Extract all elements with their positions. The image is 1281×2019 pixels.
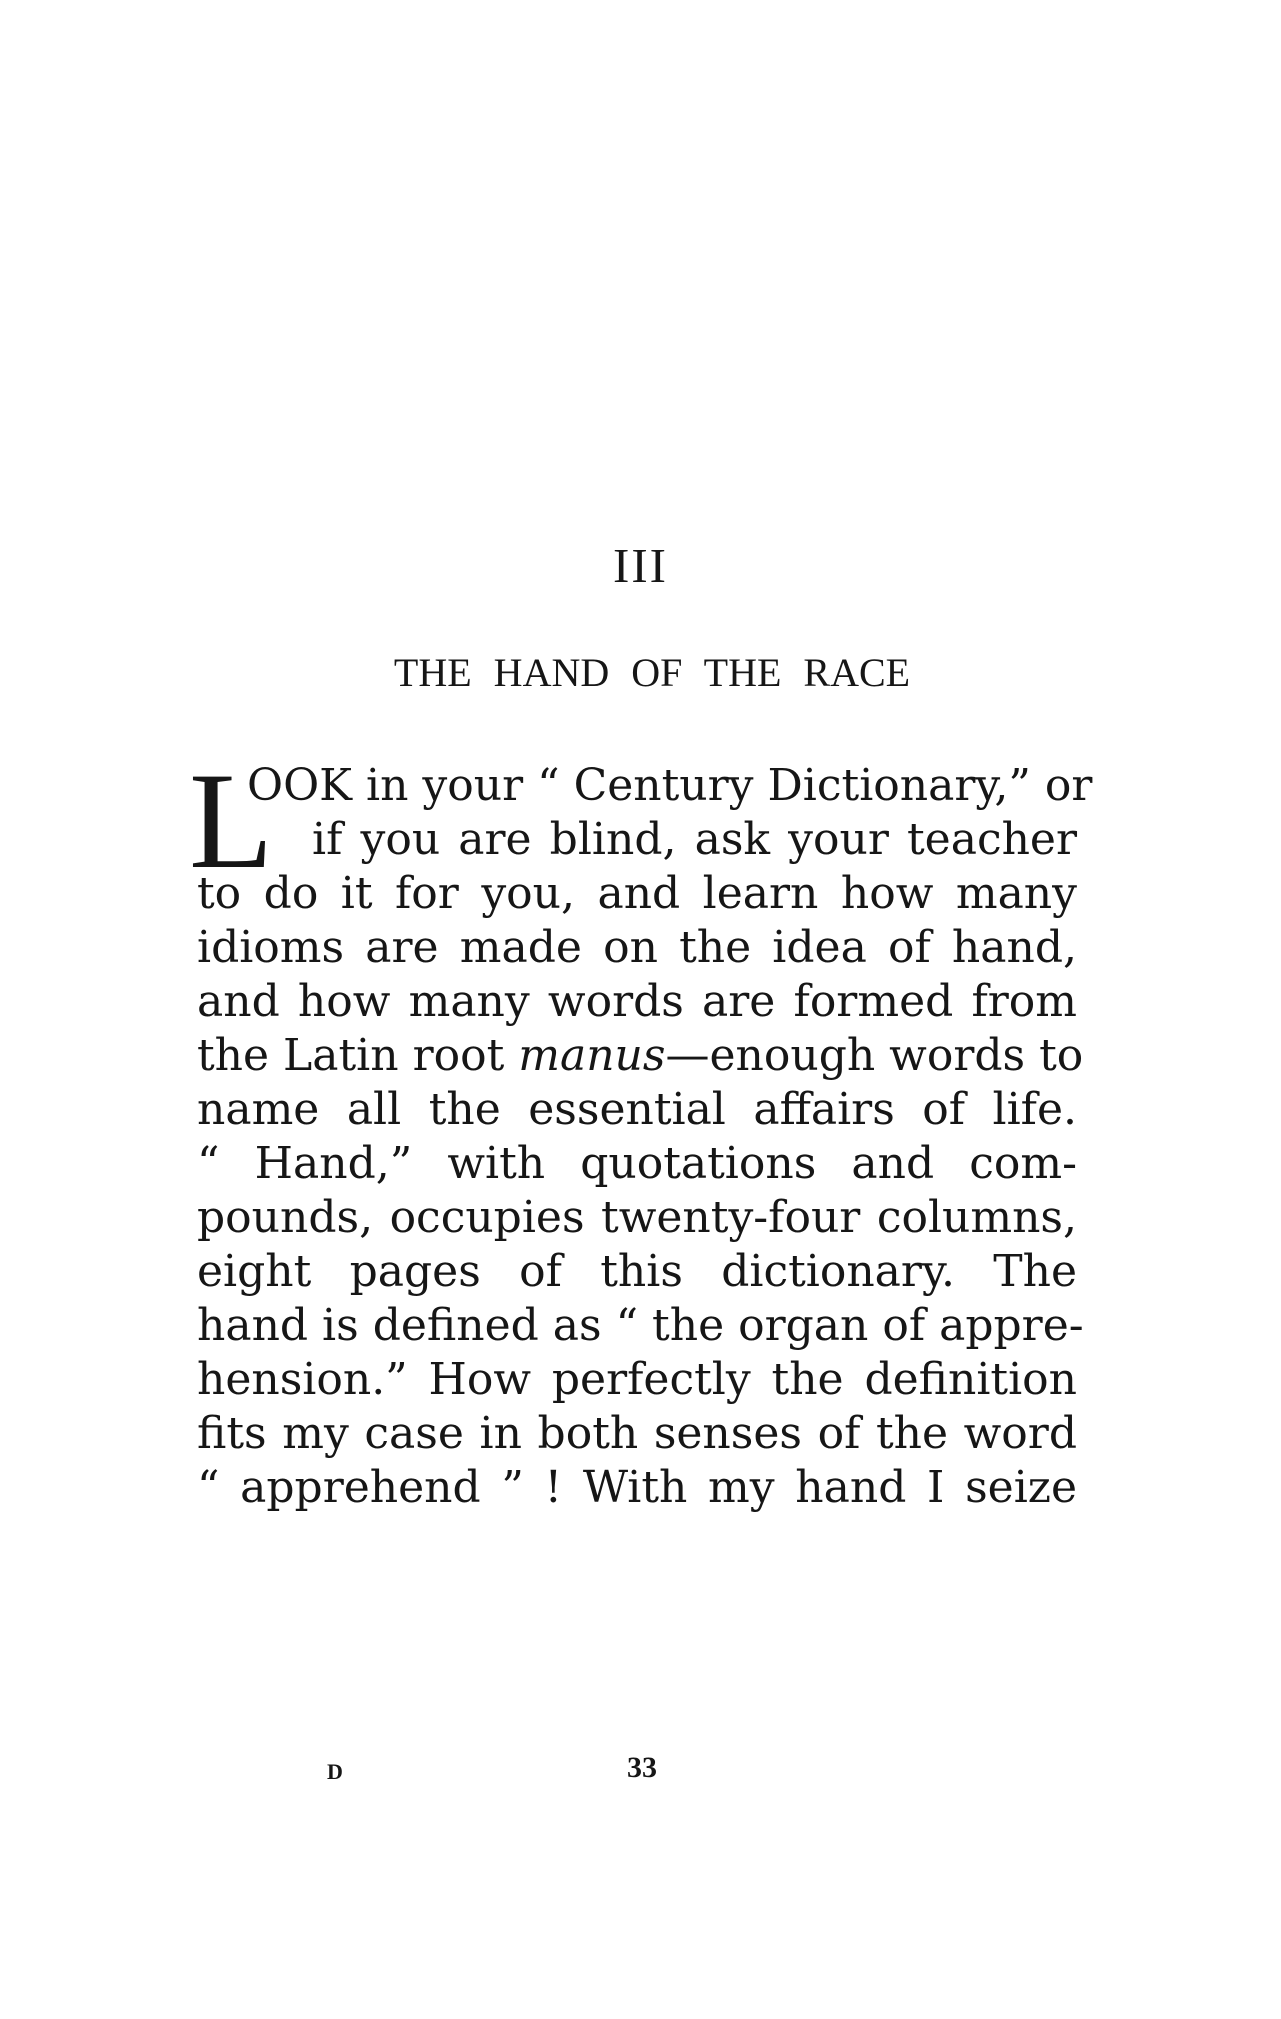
text-line: if you are blind, ask your teacher bbox=[312, 814, 1077, 865]
text-line: fits my case in both senses of the word bbox=[197, 1408, 1077, 1459]
text-line: and how many words are formed from bbox=[197, 976, 1077, 1027]
italic-word: manus bbox=[518, 1030, 666, 1081]
text-segment: —enough words to bbox=[665, 1030, 1084, 1081]
text-line: “ Hand,” with quotations and com- bbox=[197, 1138, 1077, 1189]
text-line: OOK in your “ Century Dictionary,” or bbox=[247, 760, 1093, 811]
text-line: hand is defined as “ the organ of appre- bbox=[197, 1300, 1084, 1351]
text-line: pounds, occupies twenty-four columns, bbox=[197, 1192, 1077, 1243]
text-line: eight pages of this dictionary. The bbox=[197, 1246, 1077, 1297]
text-line: to do it for you, and learn how many bbox=[197, 868, 1077, 919]
drop-cap: L bbox=[189, 744, 274, 897]
signature-mark: D bbox=[327, 1759, 343, 1784]
text-line: “ apprehend ” ! With my hand I seize bbox=[197, 1462, 1077, 1513]
text-line: hension.” How perfectly the definition bbox=[197, 1354, 1077, 1405]
text-line: name all the essential affairs of life. bbox=[197, 1084, 1077, 1135]
text-segment: the Latin root bbox=[197, 1030, 519, 1081]
text-line: idioms are made on the idea of hand, bbox=[197, 922, 1077, 973]
chapter-title: THE HAND OF THE RACE bbox=[393, 650, 911, 695]
chapter-number: III bbox=[613, 538, 668, 593]
page-number: 33 bbox=[627, 1751, 657, 1784]
